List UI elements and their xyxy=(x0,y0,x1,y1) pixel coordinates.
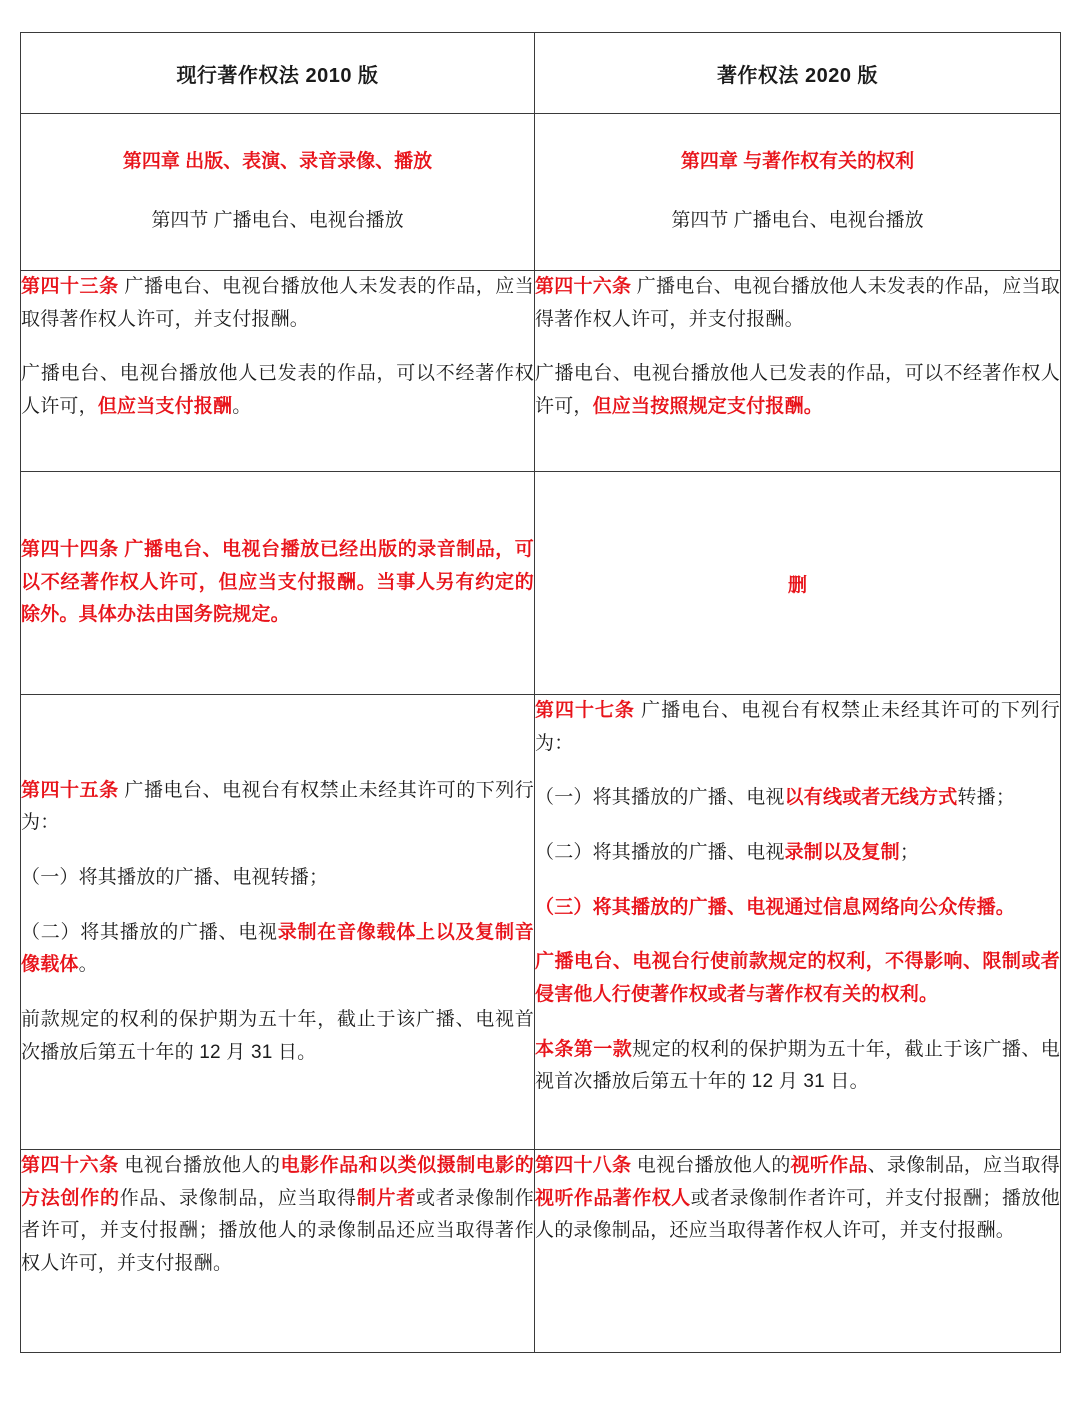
paragraph xyxy=(535,1150,1060,1248)
list-item xyxy=(21,862,534,895)
emphasis-red: 录制以及复制 xyxy=(784,842,900,864)
list-item xyxy=(535,837,1060,870)
paragraph xyxy=(21,534,534,632)
article-label: 第四十六条 xyxy=(21,1155,119,1176)
emphasis-red: 视听作品 xyxy=(790,1155,868,1176)
article-label: 第四十四条 xyxy=(21,538,119,560)
paragraph xyxy=(535,358,1060,423)
list-item xyxy=(535,782,1060,815)
paragraph-text: 广播电台、电视台播放他人未发表的作品，应当取得著作权人许可，并支付报酬。 xyxy=(535,276,1060,330)
emphasis-red: 以有线或者无线方式 xyxy=(784,787,958,809)
paragraph-text: 电视台播放他人的 xyxy=(124,1155,281,1176)
list-item-text: （二）将其播放的广播、电视 xyxy=(21,921,278,943)
law-comparison-table xyxy=(20,32,1061,1353)
emphasis-red: 电影作品和以类似摄制电影的方法创作的 xyxy=(21,1155,534,1209)
paragraph xyxy=(535,946,1060,1011)
paragraph-text: 或者录像制作者许可，并支付报酬；播放他人的录像制品还应当取得著作权人许可，并支付报酬。 xyxy=(21,1187,535,1275)
column-header-old: 现行著作权法 2010 版 xyxy=(176,64,379,87)
emphasis-red: 广播电台、电视台行使前款规定的权利，不得影响、限制或者侵害他人行使著作权或者与著作权有关的权利。 xyxy=(535,951,1060,1006)
list-item xyxy=(535,892,1060,925)
paragraph xyxy=(21,1150,534,1281)
paragraph-text: 或者录像制作者许可，并支付报酬；播放他人的录像制品，还应当取得著作权人许可，并支付报酬。 xyxy=(535,1187,1060,1242)
paragraph xyxy=(21,271,534,336)
paragraph-text: 规定的权利的保护期为五十年，截止于该广播、电视首次播放后第五十年的 12 月 31 日。 xyxy=(535,1038,1060,1093)
list-item-text: 。 xyxy=(78,954,98,976)
list-item-text: （一）将其播放的广播、电视转播； xyxy=(21,866,329,888)
paragraph xyxy=(21,358,534,423)
article-label: 第四十八条 xyxy=(535,1155,632,1176)
paragraph xyxy=(21,775,534,840)
cell-old-article-46 xyxy=(21,1150,535,1353)
paragraph-text: 广播电台、电视台有权禁止未经其许可的下列行为： xyxy=(21,779,535,834)
paragraph-text: 广播电台、电视台有权禁止未经其许可的下列行为： xyxy=(535,700,1060,754)
emphasis-red: 本条第一款 xyxy=(535,1038,633,1060)
paragraph-text: 。 xyxy=(232,396,252,418)
paragraph xyxy=(21,1004,534,1069)
emphasis-red: 但应当支付报酬 xyxy=(97,396,233,418)
table-header-row xyxy=(21,33,1061,114)
emphasis-red: 广播电台、电视台播放已经出版的录音制品，可以不经著作权人许可，但应当支付报酬。当事人另有约定的除外。具体办法由国务院规定。 xyxy=(21,538,535,626)
deleted-marker: 删 xyxy=(787,574,807,596)
cell-new-article-47 xyxy=(535,695,1061,1150)
list-item-text: （二）将其播放的广播、电视 xyxy=(535,842,785,864)
paragraph xyxy=(535,1034,1060,1099)
list-item xyxy=(21,917,534,982)
column-header-new: 著作权法 2020 版 xyxy=(716,64,879,87)
cell-new-article-46 xyxy=(535,271,1061,472)
list-item-text: 转播； xyxy=(957,787,1016,809)
emphasis-red: （三）将其播放的广播、电视通过信息网络向公众传播。 xyxy=(535,896,1016,918)
emphasis-red: 但应当按照规定支付报酬。 xyxy=(592,396,824,418)
paragraph-text: 广播电台、电视台播放他人未发表的作品，应当取得著作权人许可，并支付报酬。 xyxy=(21,276,535,330)
paragraph-text: 电视台播放他人的 xyxy=(636,1155,791,1176)
paragraph-text: 前款规定的权利的保护期为五十年，截止于该广播、电视首次播放后第五十年的 12 月 31 日。 xyxy=(21,1009,534,1063)
cell-old-article-44 xyxy=(21,472,535,695)
chapter-title-old: 第四章 出版、表演、录音录像、播放 xyxy=(122,151,433,173)
article-label: 第四十三条 xyxy=(21,276,119,297)
header-cell-new xyxy=(535,33,1061,114)
paragraph-text: 、录像制品，应当取得 xyxy=(867,1155,1060,1176)
section-title-old: 第四节 广播电台、电视台播放 xyxy=(151,210,404,231)
cell-new-deleted xyxy=(535,472,1061,695)
article-label: 第四十六条 xyxy=(535,276,632,297)
cell-new-article-48 xyxy=(535,1150,1061,1353)
emphasis-red: 录制在音像载体上以及复制音像载体 xyxy=(21,921,534,976)
chapter-row xyxy=(21,114,1061,271)
paragraph-text: 广播电台、电视台播放他人已发表的作品，可以不经著作权人许可， xyxy=(535,363,1060,418)
chapter-cell-old xyxy=(21,114,535,271)
list-item-text: ； xyxy=(899,842,920,864)
paragraph xyxy=(535,271,1060,336)
paragraph xyxy=(535,695,1060,760)
paragraph-text: 广播电台、电视台播放他人已发表的作品，可以不经著作权人许可， xyxy=(21,363,534,418)
emphasis-red: 制片者 xyxy=(356,1187,417,1209)
chapter-cell-new xyxy=(535,114,1061,271)
cell-old-article-45 xyxy=(21,695,535,1150)
emphasis-red: 视听作品著作权人 xyxy=(535,1187,691,1209)
article-label: 第四十五条 xyxy=(21,779,119,801)
cell-old-article-43 xyxy=(21,271,535,472)
table-row xyxy=(21,1150,1061,1353)
header-cell-old xyxy=(21,33,535,114)
section-title-new: 第四节 广播电台、电视台播放 xyxy=(671,210,924,231)
table-row xyxy=(21,472,1061,695)
list-item-text: （一）将其播放的广播、电视 xyxy=(535,787,785,809)
article-label: 第四十七条 xyxy=(535,700,635,721)
chapter-title-new: 第四章 与著作权有关的权利 xyxy=(680,151,915,173)
table-row xyxy=(21,695,1061,1150)
table-row xyxy=(21,271,1061,472)
paragraph-text: 作品、录像制品，应当取得 xyxy=(119,1187,357,1209)
